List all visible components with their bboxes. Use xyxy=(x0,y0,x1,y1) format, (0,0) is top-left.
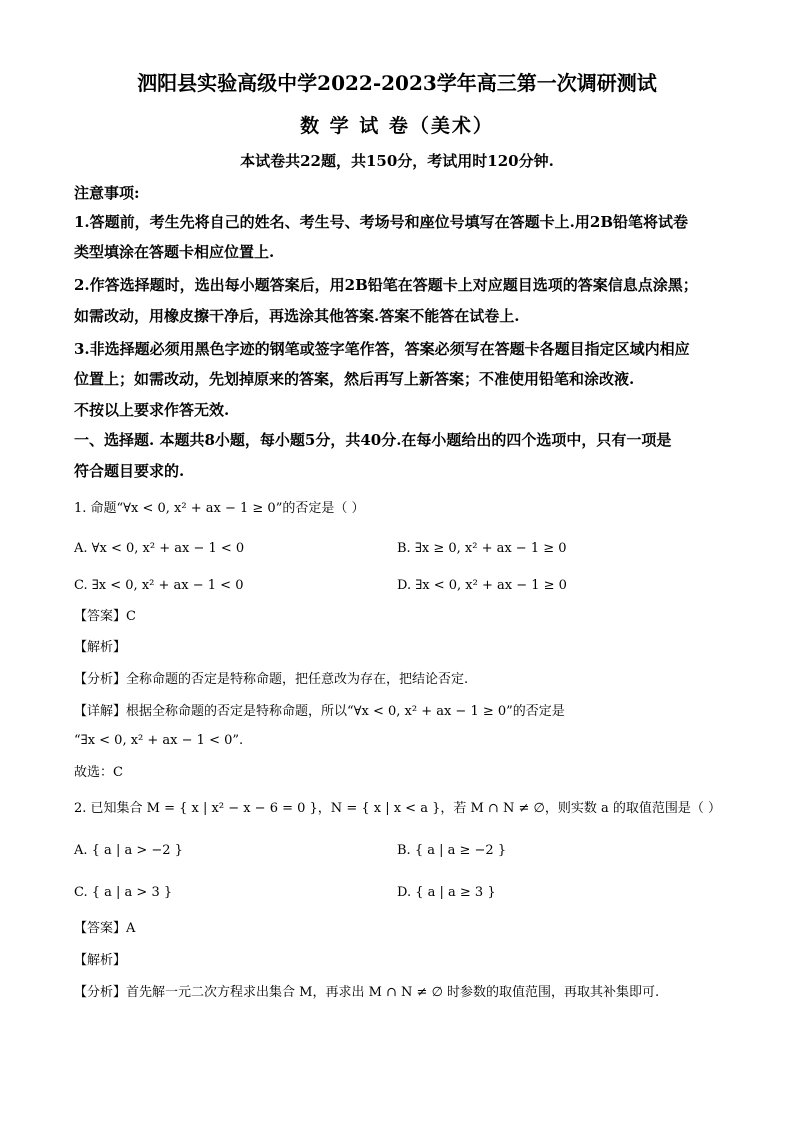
notice-line-2: 类型填涂在答题卡相应位置上. xyxy=(74,243,275,261)
notice-line-1: 1.答题前，考生先将自己的姓名、考生号、考场号和座位号填写在答题卡上.用2B铅笔将试卷 xyxy=(74,213,689,231)
q2-option-b: B. { a | a ≥ −2 } xyxy=(397,843,507,858)
q2-fenxi: 【分析】首先解一元二次方程求出集合 M，再求出 M ∩ N ≠ ∅ 时参数的取值范围，再取其补集即可. xyxy=(74,985,660,1000)
notice-heading: 注意事项: xyxy=(74,184,140,202)
q1-detail-line-1: 【详解】根据全称命题的否定是特称命题，所以“∀x < 0, x² + ax − 1 ≥ 0”的否定是 xyxy=(74,704,565,719)
notice-line-7: 不按以上要求作答无效. xyxy=(74,401,230,419)
q1-jiexi: 【解析】 xyxy=(74,640,127,655)
exam-subtitle: 数 学 试 卷（美术） xyxy=(300,115,494,137)
notice-line-6: 位置上；如需改动，先划掉原来的答案，然后再写上新答案；不准使用铅笔和涂改液. xyxy=(74,370,635,388)
q2-jiexi: 【解析】 xyxy=(74,953,127,968)
exam-meta: 本试卷共22题，共150分，考试用时120分钟. xyxy=(240,152,554,170)
section-heading-line-1: 一、选择题. 本题共8小题，每小题5分，共40分.在每小题给出的四个选项中，只有一项是 xyxy=(74,431,672,449)
q1-fenxi: 【分析】全称命题的否定是特称命题，把任意改为存在，把结论否定. xyxy=(74,672,469,687)
notice-line-3: 2.作答选择题时，选出每小题答案后，用2B铅笔在答题卡上对应题目选项的答案信息点涂黑； xyxy=(74,276,698,294)
q1-option-d: D. ∃x < 0, x² + ax − 1 ≥ 0 xyxy=(397,578,567,593)
q1-conclusion: 故选：C xyxy=(74,765,123,780)
section-heading-line-2: 符合题目要求的. xyxy=(74,462,185,480)
q1-stem: 1. 命题“∀x < 0, x² + ax − 1 ≥ 0”的否定是（ ） xyxy=(74,501,365,516)
q2-stem: 2. 已知集合 M = { x | x² − x − 6 = 0 }，N = { x | x < a }，若 M ∩ N ≠ ∅，则实数 a 的取值范围是（ ） xyxy=(74,801,721,816)
q1-answer: 【答案】C xyxy=(74,609,136,624)
q2-option-a: A. { a | a > −2 } xyxy=(74,843,183,858)
q1-detail-line-2: “∃x < 0, x² + ax − 1 < 0”. xyxy=(74,733,244,748)
q2-answer: 【答案】A xyxy=(74,921,136,936)
q2-option-c: C. { a | a > 3 } xyxy=(74,885,173,900)
q1-option-b: B. ∃x ≥ 0, x² + ax − 1 ≥ 0 xyxy=(397,541,567,556)
exam-title: 泗阳县实验高级中学2022-2023学年高三第一次调研测试 xyxy=(137,71,657,95)
q2-option-d: D. { a | a ≥ 3 } xyxy=(397,885,496,900)
notice-line-4: 如需改动，用橡皮擦干净后，再选涂其他答案.答案不能答在试卷上. xyxy=(74,307,520,325)
q1-option-c: C. ∃x < 0, x² + ax − 1 < 0 xyxy=(74,578,244,593)
notice-line-5: 3.非选择题必须用黑色字迹的钢笔或签字笔作答，答案必须写在答题卡各题目指定区域内相应 xyxy=(74,340,690,358)
q1-option-a: A. ∀x < 0, x² + ax − 1 < 0 xyxy=(74,541,245,556)
